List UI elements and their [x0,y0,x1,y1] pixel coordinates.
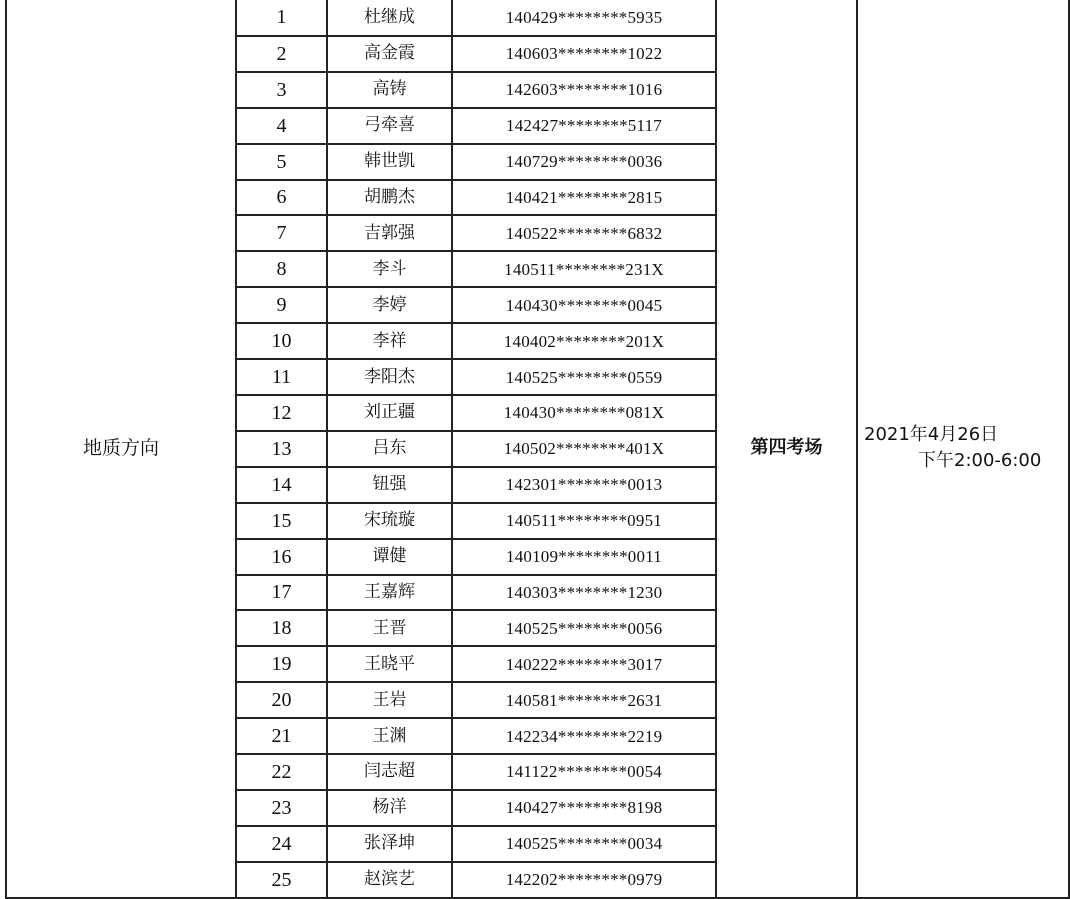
row-number-cell: 12 [236,395,327,431]
candidate-name-cell: 韩世凯 [327,144,452,180]
row-number-cell: 22 [236,754,327,790]
exam-room-cell: 第四考场 [716,0,857,898]
roster-body [6,0,1069,898]
row-number-cell: 16 [236,539,327,575]
row-number-cell: 21 [236,718,327,754]
row-number-cell: 8 [236,251,327,287]
candidate-name-cell: 王晋 [327,610,452,646]
exam-date: 2021年4月26日 [864,424,999,446]
candidate-name-cell: 高铸 [327,72,452,108]
id-number-cell: 140603********1022 [452,36,716,72]
id-number-cell: 140511********231X [452,251,716,287]
id-number-cell: 142427********5117 [452,108,716,144]
candidate-name-cell: 宋琉璇 [327,503,452,539]
row-number-cell: 20 [236,682,327,718]
row-number-cell: 5 [236,144,327,180]
candidate-name-cell: 谭健 [327,539,452,575]
candidate-name-cell: 弓牵喜 [327,108,452,144]
row-number-cell: 4 [236,108,327,144]
id-number-cell: 140402********201X [452,323,716,359]
row-number-cell: 25 [236,862,327,898]
id-number-cell: 140109********0011 [452,539,716,575]
row-number-cell: 19 [236,646,327,682]
candidate-name-cell: 高金霞 [327,36,452,72]
row-number-cell: 2 [236,36,327,72]
row-number-cell: 7 [236,215,327,251]
candidate-name-cell: 李阳杰 [327,359,452,395]
row-number-cell: 10 [236,323,327,359]
candidate-name-cell: 杜继成 [327,0,452,36]
candidate-name-cell: 王岩 [327,682,452,718]
exam-time: 下午2:00-6:00 [918,450,1042,472]
row-number-cell: 13 [236,431,327,467]
exam-time-cell [857,0,1069,898]
candidate-name-cell: 王嘉辉 [327,575,452,611]
row-number-cell: 15 [236,503,327,539]
candidate-name-cell: 吕东 [327,431,452,467]
candidate-name-cell: 刘正疆 [327,395,452,431]
id-number-cell: 140525********0056 [452,610,716,646]
row-number-cell: 9 [236,287,327,323]
id-number-cell: 142202********0979 [452,862,716,898]
row-number-cell: 14 [236,467,327,503]
exam-roster-table [5,0,1070,899]
id-number-cell: 140502********401X [452,431,716,467]
row-number-cell: 17 [236,575,327,611]
row-number-cell: 6 [236,180,327,216]
id-number-cell: 140729********0036 [452,144,716,180]
id-number-cell: 141122********0054 [452,754,716,790]
candidate-name-cell: 吉郭强 [327,215,452,251]
row-number-cell: 3 [236,72,327,108]
row-number-cell: 1 [236,0,327,36]
candidate-name-cell: 钮强 [327,467,452,503]
id-number-cell: 140511********0951 [452,503,716,539]
id-number-cell: 140525********0559 [452,359,716,395]
candidate-name-cell: 王渊 [327,718,452,754]
id-number-cell: 142234********2219 [452,718,716,754]
candidate-name-cell: 闫志超 [327,754,452,790]
id-number-cell: 140222********3017 [452,646,716,682]
candidate-name-cell: 张泽坤 [327,826,452,862]
candidate-name-cell: 李祥 [327,323,452,359]
id-number-cell: 140525********0034 [452,826,716,862]
candidate-name-cell: 胡鹏杰 [327,180,452,216]
id-number-cell: 140522********6832 [452,215,716,251]
row-number-cell: 23 [236,790,327,826]
candidate-name-cell: 李婷 [327,287,452,323]
table-row [6,0,1069,36]
id-number-cell: 140421********2815 [452,180,716,216]
id-number-cell: 140430********0045 [452,287,716,323]
id-number-cell: 140429********5935 [452,0,716,36]
candidate-name-cell: 李斗 [327,251,452,287]
candidate-name-cell: 赵滨艺 [327,862,452,898]
id-number-cell: 140303********1230 [452,575,716,611]
row-number-cell: 18 [236,610,327,646]
id-number-cell: 140427********8198 [452,790,716,826]
id-number-cell: 140581********2631 [452,682,716,718]
row-number-cell: 11 [236,359,327,395]
id-number-cell: 140430********081X [452,395,716,431]
candidate-name-cell: 杨洋 [327,790,452,826]
candidate-name-cell: 王晓平 [327,646,452,682]
id-number-cell: 142603********1016 [452,72,716,108]
id-number-cell: 142301********0013 [452,467,716,503]
direction-cell: 地质方向 [6,0,236,898]
row-number-cell: 24 [236,826,327,862]
